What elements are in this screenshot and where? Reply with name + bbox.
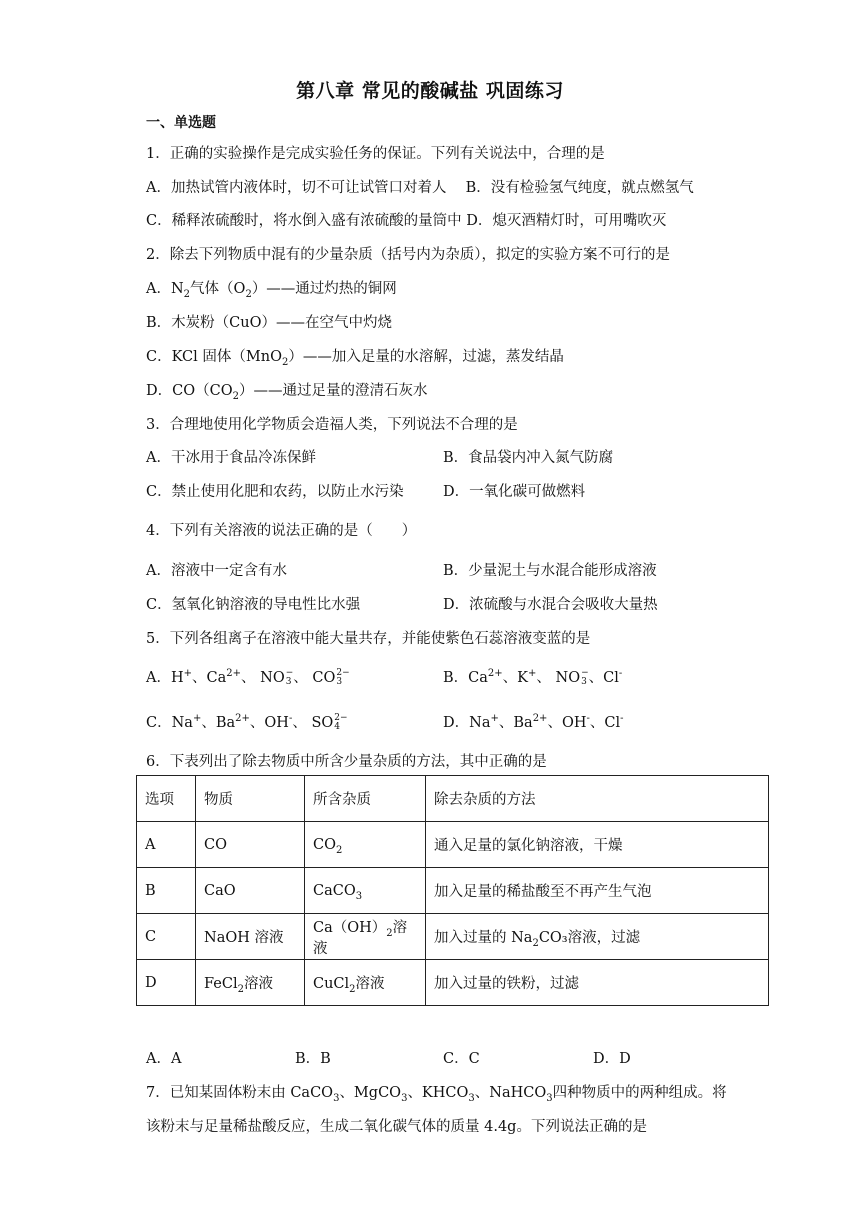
q6-option-a[interactable]: A．A	[146, 1051, 182, 1067]
ion-na: Na	[469, 715, 491, 731]
q2-c-sub: 2	[281, 356, 289, 368]
q4-option-d[interactable]: D．浓硫酸与水混合会吸收大量热	[443, 597, 658, 613]
q2-d-text: D．CO（CO	[146, 383, 233, 399]
q6-stem: 6．下表列出了除去物质中所含少量杂质的方法，其中正确的是	[146, 754, 547, 770]
ion-charge: +	[192, 713, 202, 725]
separator: 、	[293, 670, 308, 686]
q1-option-a[interactable]: A．加热试管内液体时，切不可让试管口对着人	[146, 180, 447, 196]
q5-option-b[interactable]	[443, 666, 622, 687]
q6-table	[136, 775, 769, 1006]
table-row	[137, 914, 769, 960]
separator: 、	[547, 715, 562, 731]
ion-cl: Cl	[603, 670, 619, 686]
page-title: 第八章 常见的酸碱盐 巩固练习	[296, 80, 564, 102]
impurity-sub: 3	[355, 890, 363, 902]
q7-line2: 该粉末与足量稀盐酸反应，生成二氧化碳气体的质量 4.4g。下列说法正确的是	[146, 1119, 647, 1135]
q6-option-c[interactable]: C．C	[443, 1051, 480, 1067]
method-post: CO₃溶液，过滤	[538, 930, 641, 946]
q7-sub: 3	[546, 1092, 553, 1104]
table-cell-substance: NaOH 溶液	[196, 914, 305, 960]
q2-option-a[interactable]	[146, 277, 397, 298]
q5-c-label: C．	[146, 715, 172, 731]
q1-option-b[interactable]: B．没有检验氢气纯度，就点燃氢气	[465, 180, 694, 196]
q2-option-d[interactable]	[146, 379, 427, 400]
ion-charge: 2−	[334, 713, 348, 723]
q3-option-d[interactable]: D．一氧化碳可做燃料	[443, 484, 586, 500]
q3-option-a[interactable]: A．干冰用于食品冷冻保鲜	[146, 450, 316, 466]
table-header: 选项	[137, 776, 196, 822]
ion-cl: Cl	[604, 715, 621, 731]
ion-na: Na	[171, 715, 193, 731]
q3-option-b[interactable]: B．食品袋内冲入氮气防腐	[443, 450, 614, 466]
ion-carbonate-base: CO	[312, 670, 336, 686]
separator: 、	[249, 715, 265, 731]
q6-option-b[interactable]: B．B	[295, 1051, 331, 1067]
table-row	[137, 822, 769, 868]
ion-sub: 3	[581, 677, 587, 687]
q2-stem: 2．除去下列物质中混有的少量杂质（括号内为杂质），拟定的实验方案不可行的是	[146, 247, 670, 263]
section-heading: 一、单选题	[146, 115, 216, 131]
ion-ca: Ca	[468, 670, 488, 686]
ion-charge: −	[285, 668, 294, 678]
table-cell-method: 加入过量的铁粉，过滤	[426, 960, 769, 1006]
table-header: 物质	[196, 776, 305, 822]
impurity-post: 溶液	[313, 919, 408, 957]
separator: 、	[589, 715, 605, 731]
q7-text: 、NaHCO	[474, 1085, 547, 1101]
q2-d-post: ）——通过足量的澄清石灰水	[238, 383, 428, 399]
q1-option-c[interactable]: C．稀释浓硫酸时，将水倒入盛有浓硫酸的量筒中	[146, 213, 462, 229]
ion-k: K	[517, 670, 528, 686]
ion-sub: 3	[336, 677, 343, 687]
q2-d-sub: 2	[232, 390, 239, 402]
separator: 、	[498, 715, 514, 731]
q4-stem: 4．下列有关溶液的说法正确的是（ ）	[146, 523, 417, 539]
ion-charge: 2+	[487, 668, 503, 680]
table-cell-substance: CaO	[196, 868, 305, 914]
ion-nitrate-base: NO	[260, 670, 285, 686]
q3-stem: 3．合理地使用化学物质会造福人类，下列说法不合理的是	[146, 417, 518, 433]
q3-option-c[interactable]: C．禁止使用化肥和农药，以防止水污染	[146, 484, 404, 500]
q4-option-b[interactable]: B．少量泥土与水混合能形成溶液	[443, 563, 657, 579]
ion-charge: -	[288, 713, 293, 725]
q2-c-post: ）——加入足量的水溶解，过滤，蒸发结晶	[288, 349, 564, 365]
ion-h: H	[170, 670, 184, 686]
q2-a-post: ）——通过灼热的铜网	[251, 281, 397, 297]
table-header: 所含杂质	[305, 776, 426, 822]
ion-charge: 2−	[336, 668, 350, 678]
table-cell-substance: CO	[196, 822, 305, 868]
q7-line1	[146, 1081, 727, 1102]
impurity-sub: 2	[335, 844, 343, 856]
impurity-text: CuCl	[313, 976, 350, 992]
table-row	[137, 868, 769, 914]
ion-ba: Ba	[215, 715, 236, 731]
q5-d-label: D．	[443, 715, 470, 731]
ion-sulfate	[311, 714, 347, 732]
q4-option-a[interactable]: A．溶液中一定含有水	[146, 563, 287, 579]
ion-charge: -	[620, 713, 624, 725]
q2-a-sub2: 2	[245, 288, 252, 300]
q5-option-c[interactable]	[146, 711, 348, 732]
ion-carbonate	[312, 669, 349, 687]
ion-charge: +	[490, 713, 499, 725]
ion-charge: +	[183, 668, 193, 680]
q2-a-text: A．N	[146, 281, 184, 297]
ion-charge: -	[618, 668, 623, 680]
ion-sulfate-base: SO	[311, 715, 334, 731]
q7-text: 、KHCO	[407, 1085, 469, 1101]
ion-sub: 3	[285, 677, 292, 687]
q7-text: 7．已知某固体粉末由 CaCO	[146, 1085, 334, 1101]
impurity-text: CaCO	[313, 882, 356, 899]
q1-stem: 1．正确的实验操作是完成实验任务的保证。下列有关说法中，合理的是	[146, 146, 605, 162]
table-cell-substance	[196, 960, 305, 1006]
table-header-row	[137, 776, 769, 822]
ion-nitrate	[260, 669, 293, 687]
q7-text: 四种物质中的两种组成。将	[552, 1085, 727, 1101]
ion-nitrate-base: NO	[555, 670, 581, 686]
q5-a-label: A．	[146, 670, 171, 686]
table-cell-impurity	[305, 960, 426, 1006]
method-text: 加入过量的 Na	[434, 930, 533, 946]
table-cell-method: 通入足量的氯化钠溶液，干燥	[426, 822, 769, 868]
table-cell-option: D	[137, 960, 196, 1006]
q2-option-c[interactable]	[146, 345, 564, 366]
table-cell-impurity	[305, 822, 426, 868]
separator: 、	[192, 670, 207, 686]
q1-option-d[interactable]: D．熄灭酒精灯时，可用嘴吹灭	[466, 213, 667, 229]
q2-c-text: C．KCl 固体（MnO	[146, 349, 282, 365]
impurity-text: CO	[313, 836, 336, 853]
ion-ba: Ba	[513, 715, 533, 731]
separator: 、	[536, 670, 551, 686]
impurity-sub: 2	[386, 927, 393, 939]
method-sub: 2	[532, 937, 539, 949]
q5-b-label: B．	[443, 670, 469, 686]
separator: 、	[502, 670, 518, 686]
table-cell-option: A	[137, 822, 196, 868]
q2-option-b[interactable]: B．木炭粉（CuO）——在空气中灼烧	[146, 315, 392, 331]
q5-stem: 5．下列各组离子在溶液中能大量共存，并能使紫色石蕊溶液变蓝的是	[146, 631, 591, 647]
separator: 、	[588, 670, 604, 686]
table-cell-method: 加入足量的稀盐酸至不再产生气泡	[426, 868, 769, 914]
impurity-post: 溶液	[355, 976, 385, 992]
separator: 、	[292, 715, 307, 731]
ion-sub: 4	[334, 722, 341, 732]
q7-sub: 3	[401, 1092, 408, 1104]
ion-charge: 2+	[532, 713, 548, 725]
q7-text: 、MgCO	[339, 1085, 402, 1101]
substance-text: FeCl	[204, 976, 238, 992]
q2-a-mid: 气体（O	[190, 281, 246, 297]
ion-charge: 2+	[226, 668, 242, 680]
substance-post: 溶液	[243, 976, 273, 992]
impurity-sub: 2	[349, 983, 356, 995]
separator: 、	[201, 715, 216, 731]
q6-option-d[interactable]: D．D	[593, 1051, 631, 1067]
ion-oh: OH	[561, 715, 587, 731]
table-cell-impurity	[305, 914, 426, 960]
q5-option-d[interactable]	[443, 711, 624, 732]
substance-sub: 2	[237, 983, 244, 995]
table-cell-option: C	[137, 914, 196, 960]
table-cell-impurity	[305, 868, 426, 914]
q1-options-ab	[146, 176, 694, 197]
q5-option-a[interactable]	[146, 666, 350, 687]
q1-options-cd	[146, 209, 666, 230]
ion-charge: −	[581, 668, 589, 678]
table-header: 除去杂质的方法	[426, 776, 769, 822]
ion-nitrate	[556, 669, 589, 687]
q7-sub: 3	[333, 1092, 340, 1104]
q2-a-sub: 2	[183, 288, 191, 300]
table-row	[137, 960, 769, 1006]
ion-charge: +	[528, 668, 537, 680]
ion-charge: -	[586, 713, 590, 725]
ion-ca: Ca	[206, 670, 227, 686]
q7-sub: 3	[468, 1092, 475, 1104]
ion-charge: 2+	[235, 713, 250, 725]
impurity-text: Ca（OH）	[313, 919, 387, 936]
q4-option-c[interactable]: C．氢氧化钠溶液的导电性比水强	[146, 597, 361, 613]
separator: 、	[241, 670, 256, 686]
ion-oh: OH	[264, 715, 289, 731]
table-cell-option: B	[137, 868, 196, 914]
table-cell-method	[426, 914, 769, 960]
